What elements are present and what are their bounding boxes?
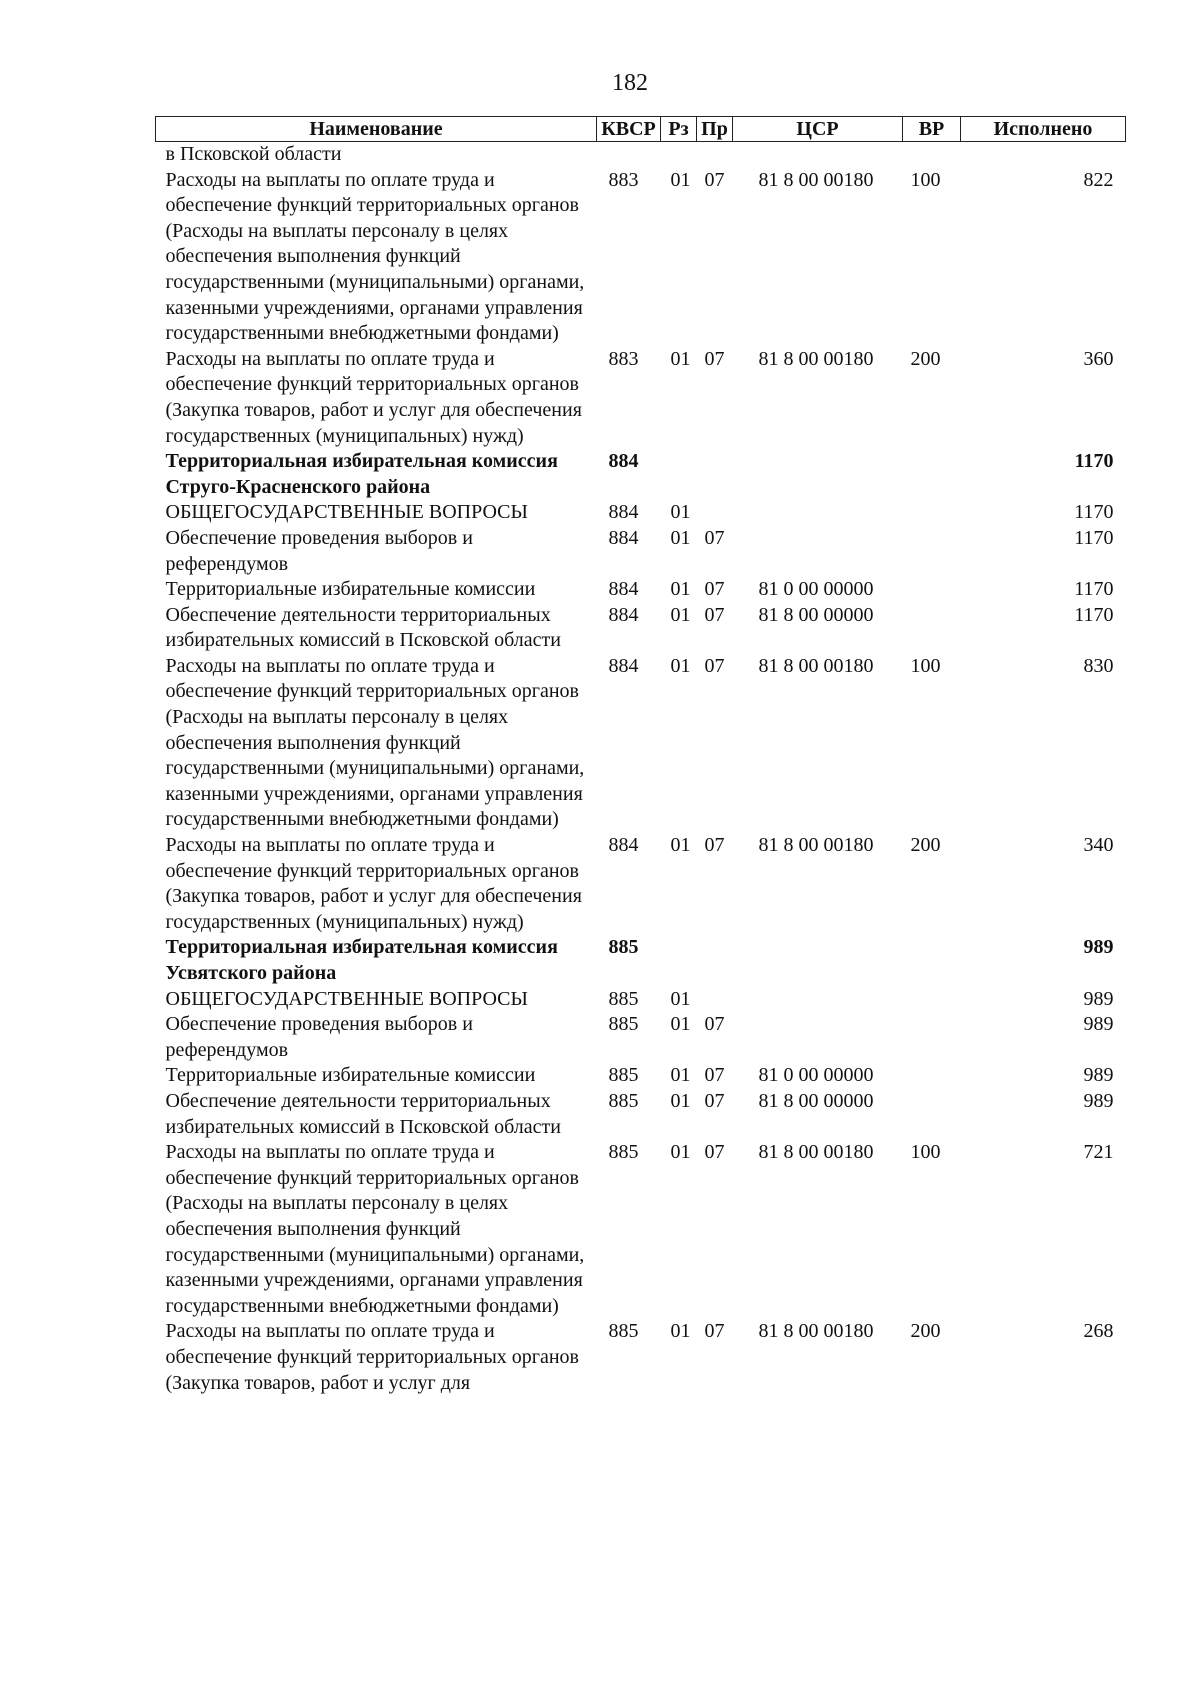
cell-name: Расходы на выплаты по оплате труда и обеспечение функций территориальных органов (Закупка товаров, работ и услуг для <box>165 1320 579 1394</box>
cell-rz <box>661 935 697 986</box>
table-row <box>156 1089 1126 1140</box>
cell-pr <box>697 935 733 986</box>
cell-pr: 07 <box>704 603 725 626</box>
cell-kvsr: 884 <box>608 526 639 549</box>
cell-rz: 01 <box>670 1141 691 1164</box>
table-row <box>156 1063 1126 1089</box>
cell-name: Обеспечение проведения выборов и референдумов <box>165 1013 473 1061</box>
table-row <box>156 935 1126 986</box>
cell-rz: 01 <box>670 834 691 857</box>
cell-vr: 200 <box>910 834 941 857</box>
cell-done: 989 <box>1083 1089 1114 1112</box>
budget-table <box>155 116 1126 1396</box>
cell-csr: 81 8 00 00000 <box>758 1089 874 1112</box>
cell-rz: 01 <box>670 1013 691 1036</box>
cell-pr: 07 <box>704 654 725 677</box>
cell-pr: 07 <box>704 578 725 601</box>
cell-vr <box>903 142 961 168</box>
cell-vr <box>903 1089 961 1140</box>
cell-name: Расходы на выплаты по оплате труда и обеспечение функций территориальных органов (Расходы на выплаты персоналу в целях обеспечения выполнения функций государственными (муниципальными) органами, казенными учреждениями, органами управления государственными внебюджетными фондами) <box>165 168 585 345</box>
table-row <box>156 449 1126 500</box>
cell-csr <box>733 1012 903 1063</box>
page-number: 182 <box>612 70 648 96</box>
cell-rz: 01 <box>670 526 691 549</box>
cell-csr: 81 8 00 00180 <box>758 347 874 370</box>
cell-name: Расходы на выплаты по оплате труда и обеспечение функций территориальных органов (Закупка товаров, работ и услуг для обеспечения государственных (муниципальных) нужд) <box>165 347 582 447</box>
cell-pr: 07 <box>704 834 725 857</box>
cell-vr <box>903 500 961 526</box>
cell-pr <box>697 500 733 526</box>
cell-vr <box>903 1012 961 1063</box>
cell-name: Обеспечение деятельности территориальных избирательных комиссий в Псковской области <box>165 1089 561 1138</box>
table-row <box>156 577 1126 603</box>
cell-kvsr: 884 <box>608 603 639 626</box>
cell-rz: 01 <box>670 654 691 677</box>
cell-rz: 01 <box>670 1064 691 1087</box>
cell-done: 340 <box>1083 834 1114 857</box>
cell-pr: 07 <box>704 1320 725 1343</box>
header-done: Исполнено <box>961 117 1126 142</box>
table-body <box>156 142 1126 1397</box>
cell-vr: 200 <box>910 1320 941 1343</box>
cell-vr <box>903 1063 961 1089</box>
cell-pr: 07 <box>704 1141 725 1164</box>
cell-csr: 81 8 00 00180 <box>758 168 874 191</box>
table-row <box>156 526 1126 577</box>
cell-kvsr: 884 <box>608 834 639 857</box>
cell-vr: 100 <box>910 654 941 677</box>
cell-csr <box>733 142 903 168</box>
cell-pr: 07 <box>704 1013 725 1036</box>
cell-name: Обеспечение деятельности территориальных избирательных комиссий в Псковской области <box>165 603 561 652</box>
cell-vr <box>903 987 961 1013</box>
cell-vr: 200 <box>910 347 941 370</box>
cell-kvsr: 885 <box>608 1320 639 1343</box>
cell-done: 1170 <box>1074 578 1114 601</box>
cell-pr <box>697 142 733 168</box>
cell-kvsr <box>597 142 661 168</box>
table-row <box>156 603 1126 654</box>
cell-csr <box>733 935 903 986</box>
cell-vr: 100 <box>910 1141 941 1164</box>
cell-pr: 07 <box>704 168 725 191</box>
cell-pr <box>697 449 733 500</box>
cell-vr <box>903 603 961 654</box>
cell-done: 989 <box>1083 1064 1114 1087</box>
cell-csr: 81 8 00 00180 <box>758 1320 874 1343</box>
cell-csr <box>733 526 903 577</box>
table-row <box>156 1140 1126 1319</box>
cell-rz: 01 <box>670 501 691 524</box>
cell-done: 1170 <box>1074 450 1114 473</box>
table-row <box>156 833 1126 935</box>
cell-rz: 01 <box>670 987 691 1010</box>
cell-kvsr: 883 <box>608 168 639 191</box>
cell-csr: 81 8 00 00180 <box>758 654 874 677</box>
cell-rz: 01 <box>670 1089 691 1112</box>
header-kvsr: КВСР <box>597 117 661 142</box>
cell-kvsr: 885 <box>608 987 639 1010</box>
table-header <box>156 117 1126 142</box>
cell-csr: 81 8 00 00180 <box>758 1141 874 1164</box>
cell-vr <box>903 526 961 577</box>
cell-done: 830 <box>1083 654 1114 677</box>
cell-csr: 81 8 00 00000 <box>758 603 874 626</box>
cell-rz <box>661 142 697 168</box>
cell-pr: 07 <box>704 526 725 549</box>
cell-done <box>961 142 1126 168</box>
cell-kvsr: 884 <box>608 654 639 677</box>
cell-csr <box>733 449 903 500</box>
cell-done: 822 <box>1083 168 1114 191</box>
cell-name: Расходы на выплаты по оплате труда и обеспечение функций территориальных органов (Закупка товаров, работ и услуг для обеспечения государственных (муниципальных) нужд) <box>165 834 582 933</box>
cell-pr: 07 <box>704 1064 725 1087</box>
cell-done: 989 <box>1083 1013 1114 1036</box>
cell-kvsr: 885 <box>608 1089 639 1112</box>
cell-rz <box>661 449 697 500</box>
cell-name: Территориальные избирательные комиссии <box>165 578 536 601</box>
cell-done: 1170 <box>1074 526 1114 549</box>
header-csr: ЦСР <box>733 117 903 142</box>
cell-pr: 07 <box>704 347 725 370</box>
cell-pr <box>697 987 733 1013</box>
cell-name: Расходы на выплаты по оплате труда и обеспечение функций территориальных органов (Расходы на выплаты персоналу в целях обеспечения выполнения функций государственными (муниципальными) органами, казенными учреждениями, органами управления государственными внебюджетными фондами) <box>165 654 585 831</box>
cell-kvsr: 884 <box>608 450 639 473</box>
cell-done: 989 <box>1083 987 1114 1010</box>
cell-vr <box>903 577 961 603</box>
table-row <box>156 500 1126 526</box>
cell-name: Территориальная избирательная комиссия Усвятского района <box>165 936 558 984</box>
cell-csr: 81 0 00 00000 <box>758 1064 874 1087</box>
cell-kvsr: 885 <box>608 1141 639 1164</box>
cell-kvsr: 884 <box>608 501 639 524</box>
cell-name: Территориальная избирательная комиссия Струго-Красненского района <box>165 450 558 498</box>
cell-done: 1170 <box>1074 501 1114 524</box>
header-rz: Рз <box>661 117 697 142</box>
cell-csr: 81 0 00 00000 <box>758 578 874 601</box>
table-row <box>156 142 1126 168</box>
cell-rz: 01 <box>670 603 691 626</box>
header-pr: Пр <box>697 117 733 142</box>
cell-kvsr: 883 <box>608 347 639 370</box>
table-row <box>156 654 1126 833</box>
header-vr: ВР <box>903 117 961 142</box>
table-row <box>156 347 1126 449</box>
cell-name: в Псковской области <box>165 143 342 165</box>
cell-name: ОБЩЕГОСУДАРСТВЕННЫЕ ВОПРОСЫ <box>165 987 528 1010</box>
cell-vr <box>903 449 961 500</box>
cell-done: 268 <box>1083 1320 1114 1343</box>
cell-csr <box>733 987 903 1013</box>
cell-name: Обеспечение проведения выборов и референдумов <box>165 526 473 575</box>
table-row <box>156 1319 1126 1396</box>
cell-done: 721 <box>1083 1141 1114 1164</box>
cell-rz: 01 <box>670 1320 691 1343</box>
table-row <box>156 987 1126 1013</box>
cell-name: Территориальные избирательные комиссии <box>165 1064 536 1087</box>
cell-rz: 01 <box>670 347 691 370</box>
cell-rz: 01 <box>670 578 691 601</box>
cell-name: ОБЩЕГОСУДАРСТВЕННЫЕ ВОПРОСЫ <box>165 501 528 524</box>
table-row <box>156 168 1126 347</box>
cell-name: Расходы на выплаты по оплате труда и обеспечение функций территориальных органов (Расходы на выплаты персоналу в целях обеспечения выполнения функций государственными (муниципальными) органами, казенными учреждениями, органами управления государственными внебюджетными фондами) <box>165 1141 585 1317</box>
cell-vr <box>903 935 961 986</box>
cell-kvsr: 885 <box>608 1064 639 1087</box>
cell-kvsr: 884 <box>608 578 639 601</box>
cell-kvsr: 885 <box>608 936 639 959</box>
cell-csr: 81 8 00 00180 <box>758 834 874 857</box>
header-name: Наименование <box>156 117 597 142</box>
cell-done: 989 <box>1083 936 1114 959</box>
cell-pr: 07 <box>704 1089 725 1112</box>
cell-vr: 100 <box>910 168 941 191</box>
cell-kvsr: 885 <box>608 1013 639 1036</box>
cell-done: 1170 <box>1074 603 1114 626</box>
table-row <box>156 1012 1126 1063</box>
cell-done: 360 <box>1083 347 1114 370</box>
cell-rz: 01 <box>670 168 691 191</box>
cell-csr <box>733 500 903 526</box>
